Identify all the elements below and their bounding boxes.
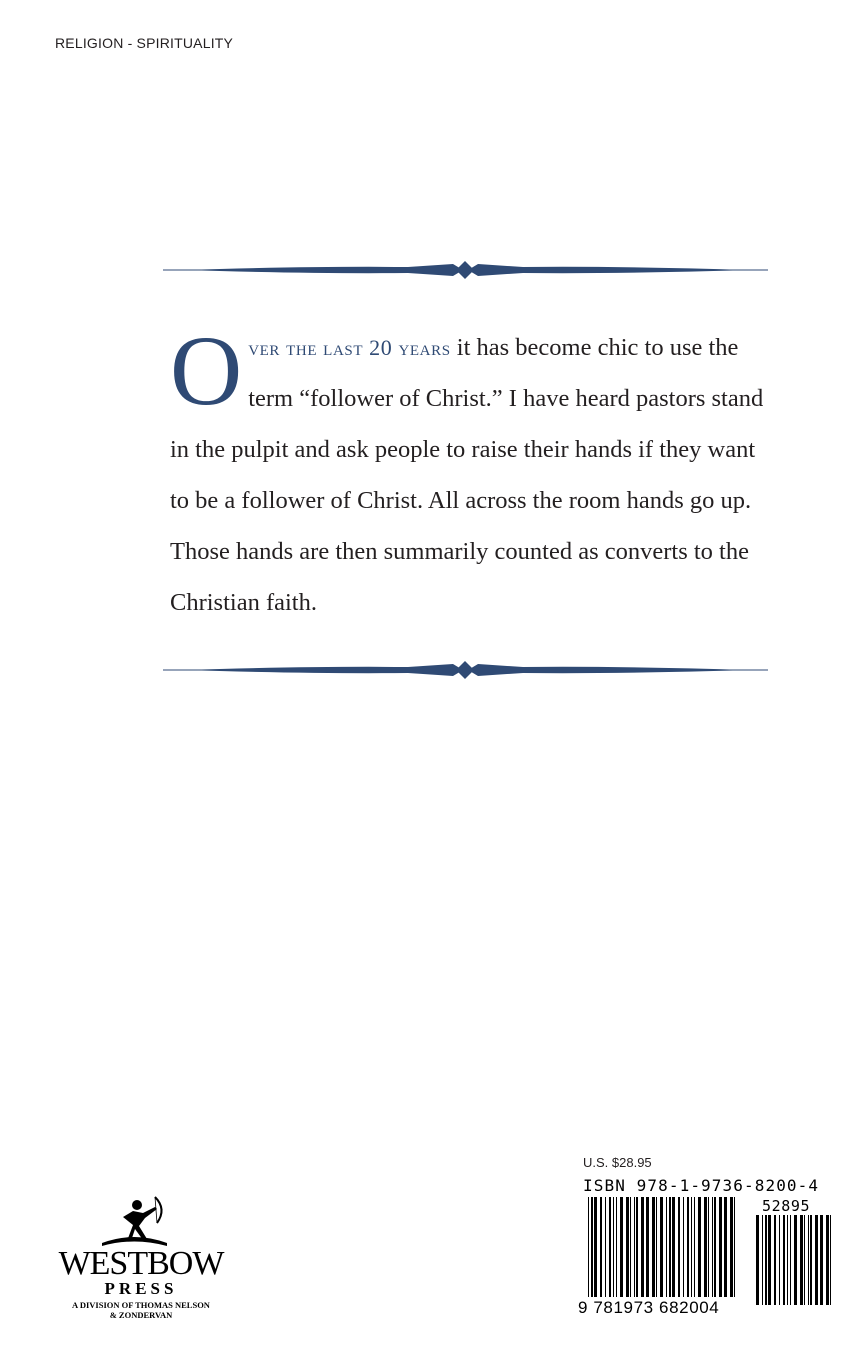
category-label: RELIGION - SPIRITUALITY	[55, 35, 234, 51]
publisher-subline-1: A DIVISION OF THOMAS NELSON	[72, 1300, 210, 1310]
publisher-subline	[55, 1300, 227, 1320]
top-ornament	[163, 260, 768, 280]
drop-cap: O	[170, 315, 243, 426]
isbn-barcode	[588, 1197, 833, 1305]
barcode-digits: 9 781973 682004	[578, 1298, 720, 1317]
blurb-lead-in: ver the last 20 years	[248, 335, 451, 360]
blurb-text: it has become chic to use the term “follower of Christ.” I have heard pastors stand in the pulpit and ask people to raise their hands if they want to be a follower of Christ. All across the room hands go up. Those hands are then summarily counted as converts to the Christian faith.	[170, 334, 764, 616]
bottom-ornament	[163, 660, 768, 680]
publisher-press: PRESS	[104, 1279, 178, 1298]
publisher-name: WESTBOW	[58, 1245, 224, 1282]
back-cover-blurb	[170, 315, 770, 628]
addon-number: 52895	[762, 1197, 811, 1215]
price-label: U.S. $28.95	[583, 1155, 652, 1170]
westbow-archer-logo	[97, 1193, 172, 1248]
isbn-label: ISBN 978-1-9736-8200-4	[583, 1176, 820, 1195]
publisher-subline-2: & ZONDERVAN	[109, 1310, 173, 1320]
